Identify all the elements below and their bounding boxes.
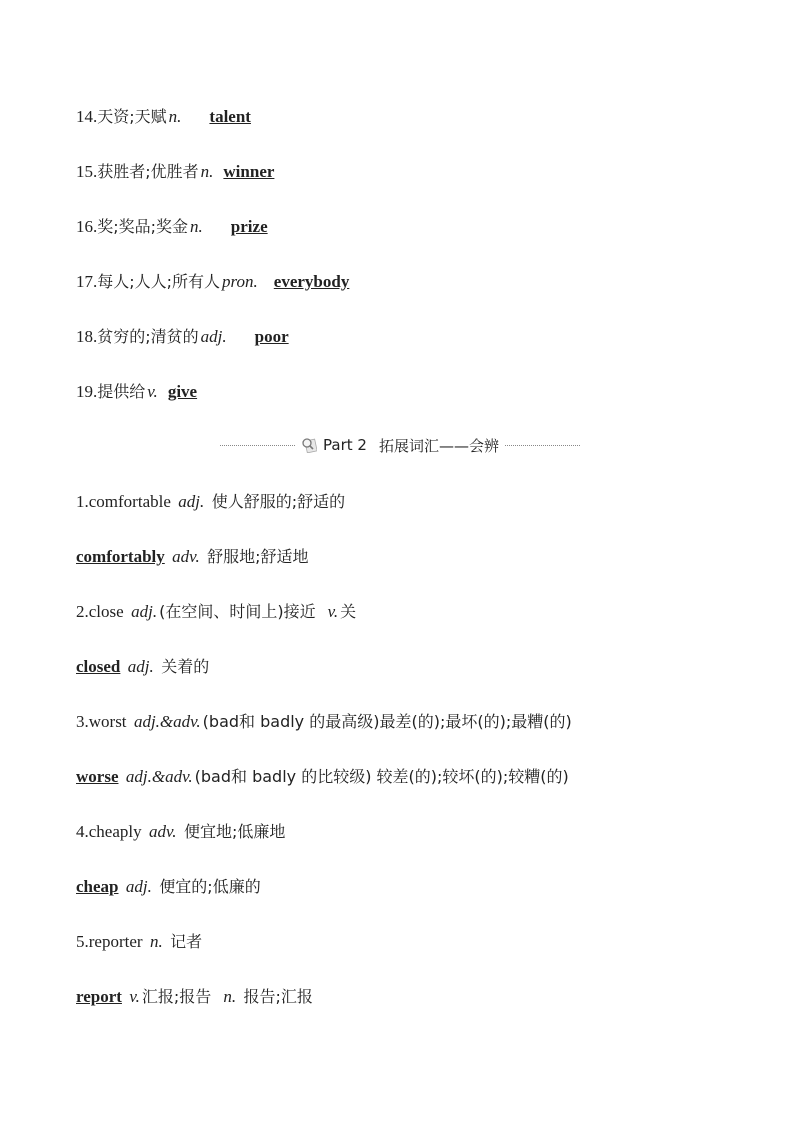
item-pos: pron. bbox=[222, 272, 258, 291]
item-meaning-2: 报告;汇报 bbox=[243, 987, 313, 1006]
expand-item-5-derived bbox=[76, 986, 313, 1008]
item-word: cheaply bbox=[88, 822, 142, 841]
item-pos: adj. bbox=[200, 327, 227, 346]
item-pos: v. bbox=[147, 382, 158, 401]
expand-item-1-derived bbox=[76, 546, 309, 568]
expand-item-2-derived bbox=[76, 656, 209, 678]
item-answer: cheap bbox=[76, 877, 119, 896]
expand-item-1-main bbox=[76, 491, 345, 513]
item-word: reporter bbox=[88, 932, 143, 951]
item-word: close bbox=[88, 602, 124, 621]
item-number: 4. bbox=[76, 822, 89, 841]
item-pos: v. bbox=[129, 987, 140, 1006]
item-meaning: 便宜地;低廉地 bbox=[183, 822, 286, 841]
item-answer: closed bbox=[76, 657, 121, 676]
vocab-item-15 bbox=[76, 161, 274, 183]
item-word: comfortable bbox=[88, 492, 171, 511]
item-meaning: 每人;人人;所有人 bbox=[97, 272, 221, 291]
item-pos: adj. bbox=[125, 877, 152, 896]
item-meaning: 天资;天赋 bbox=[97, 107, 167, 126]
item-number: 1. bbox=[76, 492, 89, 511]
item-word: worst bbox=[88, 712, 127, 731]
item-pos: adj.&adv. bbox=[133, 712, 201, 731]
divider-left bbox=[220, 445, 295, 446]
item-number: 5. bbox=[76, 932, 89, 951]
item-pos: adj. bbox=[131, 602, 158, 621]
item-number: 14. bbox=[76, 107, 98, 126]
item-number: 2. bbox=[76, 602, 89, 621]
item-meaning: (在空间、时间上)接近 bbox=[159, 602, 316, 621]
item-number: 16. bbox=[76, 217, 98, 236]
part2-title bbox=[295, 435, 505, 456]
item-answer: talent bbox=[209, 107, 251, 126]
item-pos: adj.&adv. bbox=[125, 767, 193, 786]
item-answer: report bbox=[76, 987, 122, 1006]
item-answer: poor bbox=[254, 327, 289, 346]
item-meaning: 关着的 bbox=[161, 657, 210, 676]
item-answer: winner bbox=[223, 162, 275, 181]
expand-item-4-derived bbox=[76, 876, 261, 898]
item-pos: n. bbox=[168, 107, 182, 126]
item-meaning: 获胜者;优胜者 bbox=[97, 162, 199, 181]
item-pos-2: n. bbox=[223, 987, 237, 1006]
item-meaning: 提供给 bbox=[97, 382, 146, 401]
item-pos: n. bbox=[200, 162, 214, 181]
item-meaning: 汇报;报告 bbox=[141, 987, 212, 1006]
item-meaning: 使人舒服的;舒适的 bbox=[211, 492, 346, 511]
vocab-item-16 bbox=[76, 216, 268, 238]
vocab-item-14 bbox=[76, 106, 251, 128]
item-meaning: 奖;奖品;奖金 bbox=[97, 217, 189, 236]
expand-item-3-derived bbox=[76, 766, 569, 788]
item-meaning: 舒服地;舒适地 bbox=[207, 547, 309, 566]
item-answer: worse bbox=[76, 767, 119, 786]
divider-right bbox=[505, 445, 580, 446]
item-pos: adj. bbox=[178, 492, 205, 511]
item-number: 3. bbox=[76, 712, 89, 731]
item-answer: everybody bbox=[273, 272, 350, 291]
item-number: 19. bbox=[76, 382, 98, 401]
search-icon bbox=[301, 437, 317, 453]
item-number: 18. bbox=[76, 327, 98, 346]
item-pos: adv. bbox=[172, 547, 200, 566]
expand-item-5-main bbox=[76, 931, 202, 953]
item-pos: adj. bbox=[127, 657, 154, 676]
part2-label: Part 2 bbox=[323, 436, 367, 454]
item-pos: adv. bbox=[149, 822, 177, 841]
item-pos: n. bbox=[190, 217, 203, 236]
item-number: 17. bbox=[76, 272, 98, 291]
part2-heading: 拓展词汇——会辨 bbox=[378, 436, 499, 455]
item-pos-2: v. bbox=[327, 602, 339, 621]
item-meaning: (bad和 badly 的最高级)最差(的);最坏(的);最糟(的) bbox=[202, 712, 572, 731]
item-meaning: 贫穷的;清贫的 bbox=[97, 327, 199, 346]
item-answer: give bbox=[167, 382, 198, 401]
vocab-item-18 bbox=[76, 326, 289, 348]
expand-item-3-main bbox=[76, 711, 572, 733]
item-answer: comfortably bbox=[76, 547, 165, 566]
item-meaning: 记者 bbox=[170, 932, 203, 951]
item-number: 15. bbox=[76, 162, 98, 181]
item-answer: prize bbox=[230, 217, 268, 236]
vocab-item-17 bbox=[76, 271, 349, 293]
expand-item-2-main bbox=[76, 601, 356, 623]
vocab-item-19 bbox=[76, 381, 197, 403]
part2-section-header bbox=[220, 434, 580, 456]
item-meaning: (bad和 badly 的比较级) 较差(的);较坏(的);较糟(的) bbox=[194, 767, 569, 786]
expand-item-4-main bbox=[76, 821, 285, 843]
item-meaning: 便宜的;低廉的 bbox=[159, 877, 261, 896]
item-pos: n. bbox=[149, 932, 163, 951]
item-meaning-2: 关 bbox=[340, 602, 357, 621]
